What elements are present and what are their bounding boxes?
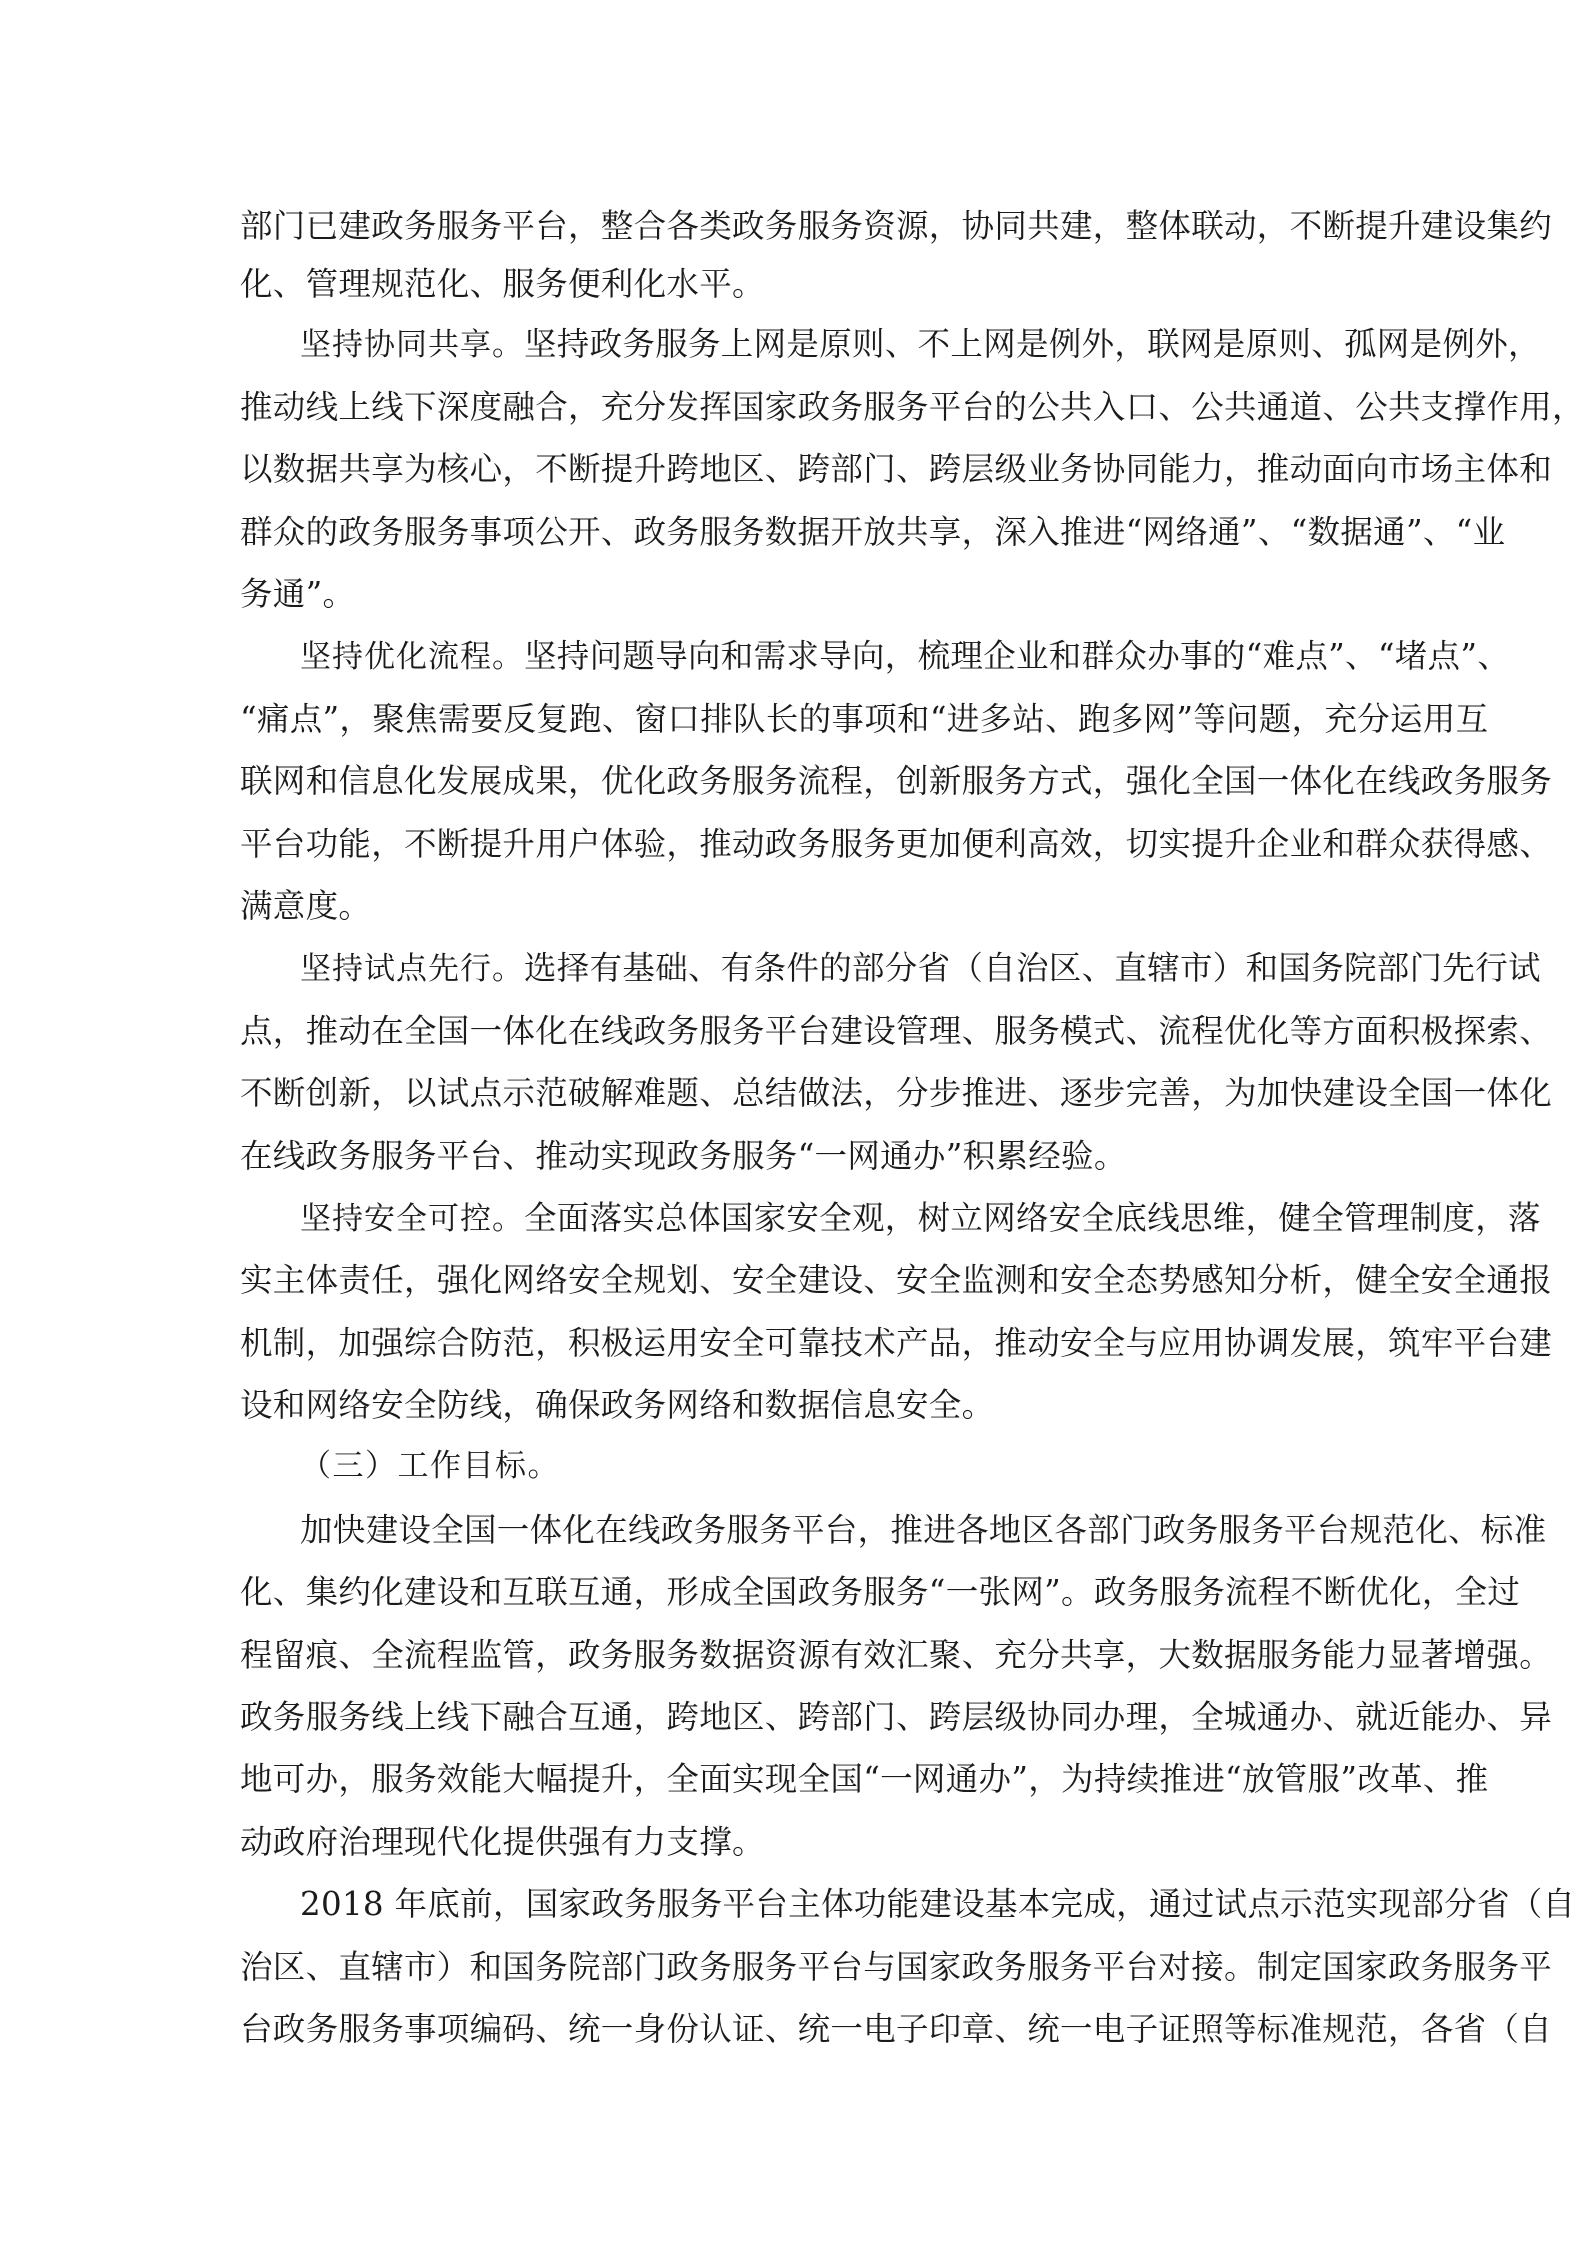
paragraph-lead-heading: 坚持优化流程。 (300, 639, 524, 675)
paragraph-line: 满意度。 (240, 887, 372, 925)
paragraph-line (300, 1192, 1541, 1244)
paragraph-line: “痛点”，聚焦需要反复跑、窗口排队长的事项和“进多站、跑多网”等问题，充分运用互 (240, 700, 1489, 738)
paragraph-line: 动政府治理现代化提供强有力支撑。 (240, 1823, 765, 1861)
paragraph-text: 坚持问题导向和需求导向，梳理企业和群众办事的“难点”、“堵点”、 (524, 637, 1511, 675)
paragraph-line: 平台功能，不断提升用户体验，推动政务服务更加便利高效，切实提升企业和群众获得感、 (240, 825, 1553, 863)
paragraph-line: 加快建设全国一体化在线政务服务平台，推进各地区各部门政务服务平台规范化、标准 (300, 1511, 1547, 1549)
paragraph-line: 部门已建政务服务平台，整合各类政务服务资源，协同共建，整体联动，不断提升建设集约 (240, 207, 1553, 245)
paragraph-lead-heading: 坚持安全可控。 (300, 1201, 524, 1237)
paragraph-line: 政务服务线上线下融合互通，跨地区、跨部门、跨层级协同办理，全城通办、就近能办、异 (240, 1698, 1553, 1736)
paragraph-line: 机制，加强综合防范，积极运用安全可靠技术产品，推动安全与应用协调发展，筑牢平台建 (240, 1324, 1553, 1362)
section-heading: （三）工作目标。 (300, 1448, 560, 1484)
paragraph-line: 地可办，服务效能大幅提升，全面实现全国“一网通办”，为持续推进“放管服”改革、推 (240, 1760, 1489, 1798)
paragraph-line: 点，推动在全国一体化在线政务服务平台建设管理、服务模式、流程优化等方面积极探索、 (240, 1012, 1553, 1050)
paragraph-line: 程留痕、全流程监管，政务服务数据资源有效汇聚、充分共享，大数据服务能力显著增强。 (240, 1636, 1553, 1674)
paragraph-line: 以数据共享为核心，不断提升跨地区、跨部门、跨层级业务协同能力，推动面向市场主体和 (240, 450, 1553, 488)
paragraph-line: 台政务服务事项编码、统一身份认证、统一电子印章、统一电子证照等标准规范，各省（自 (240, 2010, 1553, 2048)
paragraph-line: 设和网络安全防线，确保政务网络和数据信息安全。 (240, 1386, 995, 1424)
paragraph-lead-heading: 坚持协同共享。 (300, 327, 524, 363)
paragraph-line: 2018 年底前，国家政务服务平台主体功能建设基本完成，通过试点示范实现部分省（自 (300, 1885, 1576, 1923)
paragraph-line: 治区、直辖市）和国务院部门政务服务平台与国家政务服务平台对接。制定国家政务服务平 (240, 1948, 1553, 1986)
paragraph-text: 选择有基础、有条件的部分省（自治区、直辖市）和国务院部门先行试 (524, 949, 1541, 987)
paragraph-text: 坚持政务服务上网是原则、不上网是例外，联网是原则、孤网是例外， (524, 325, 1541, 363)
paragraph-line: 务通”。 (240, 575, 356, 613)
paragraph-line: 在线政务服务平台、推动实现政务服务“一网通办”积累经验。 (240, 1137, 1127, 1175)
paragraph-line: 推动线上线下深度融合，充分发挥国家政务服务平台的公共入口、公共通道、公共支撑作用， (240, 388, 1585, 426)
paragraph-line: 联网和信息化发展成果，优化政务服务流程，创新服务方式，强化全国一体化在线政务服务 (240, 762, 1553, 800)
paragraph-line: 不断创新，以试点示范破解难题、总结做法，分步推进、逐步完善，为加快建设全国一体化 (240, 1074, 1553, 1112)
paragraph-text: 全面落实总体国家安全观，树立网络安全底线思维，健全管理制度，落 (524, 1199, 1541, 1237)
paragraph-lead-heading: 坚持试点先行。 (300, 951, 524, 987)
paragraph-line (300, 318, 1541, 370)
paragraph-line: 群众的政务服务事项公开、政务服务数据开放共享，深入推进“网络通”、“数据通”、“业 (240, 513, 1506, 551)
paragraph-line: 实主体责任，强化网络安全规划、安全建设、安全监测和安全态势感知分析，健全安全通报 (240, 1261, 1553, 1299)
paragraph-line: 化、管理规范化、服务便利化水平。 (240, 265, 765, 303)
paragraph-line (300, 630, 1511, 682)
paragraph-line (300, 942, 1541, 994)
paragraph-line: 化、集约化建设和互联互通，形成全国政务服务“一张网”。政务服务流程不断优化，全过 (240, 1573, 1521, 1611)
